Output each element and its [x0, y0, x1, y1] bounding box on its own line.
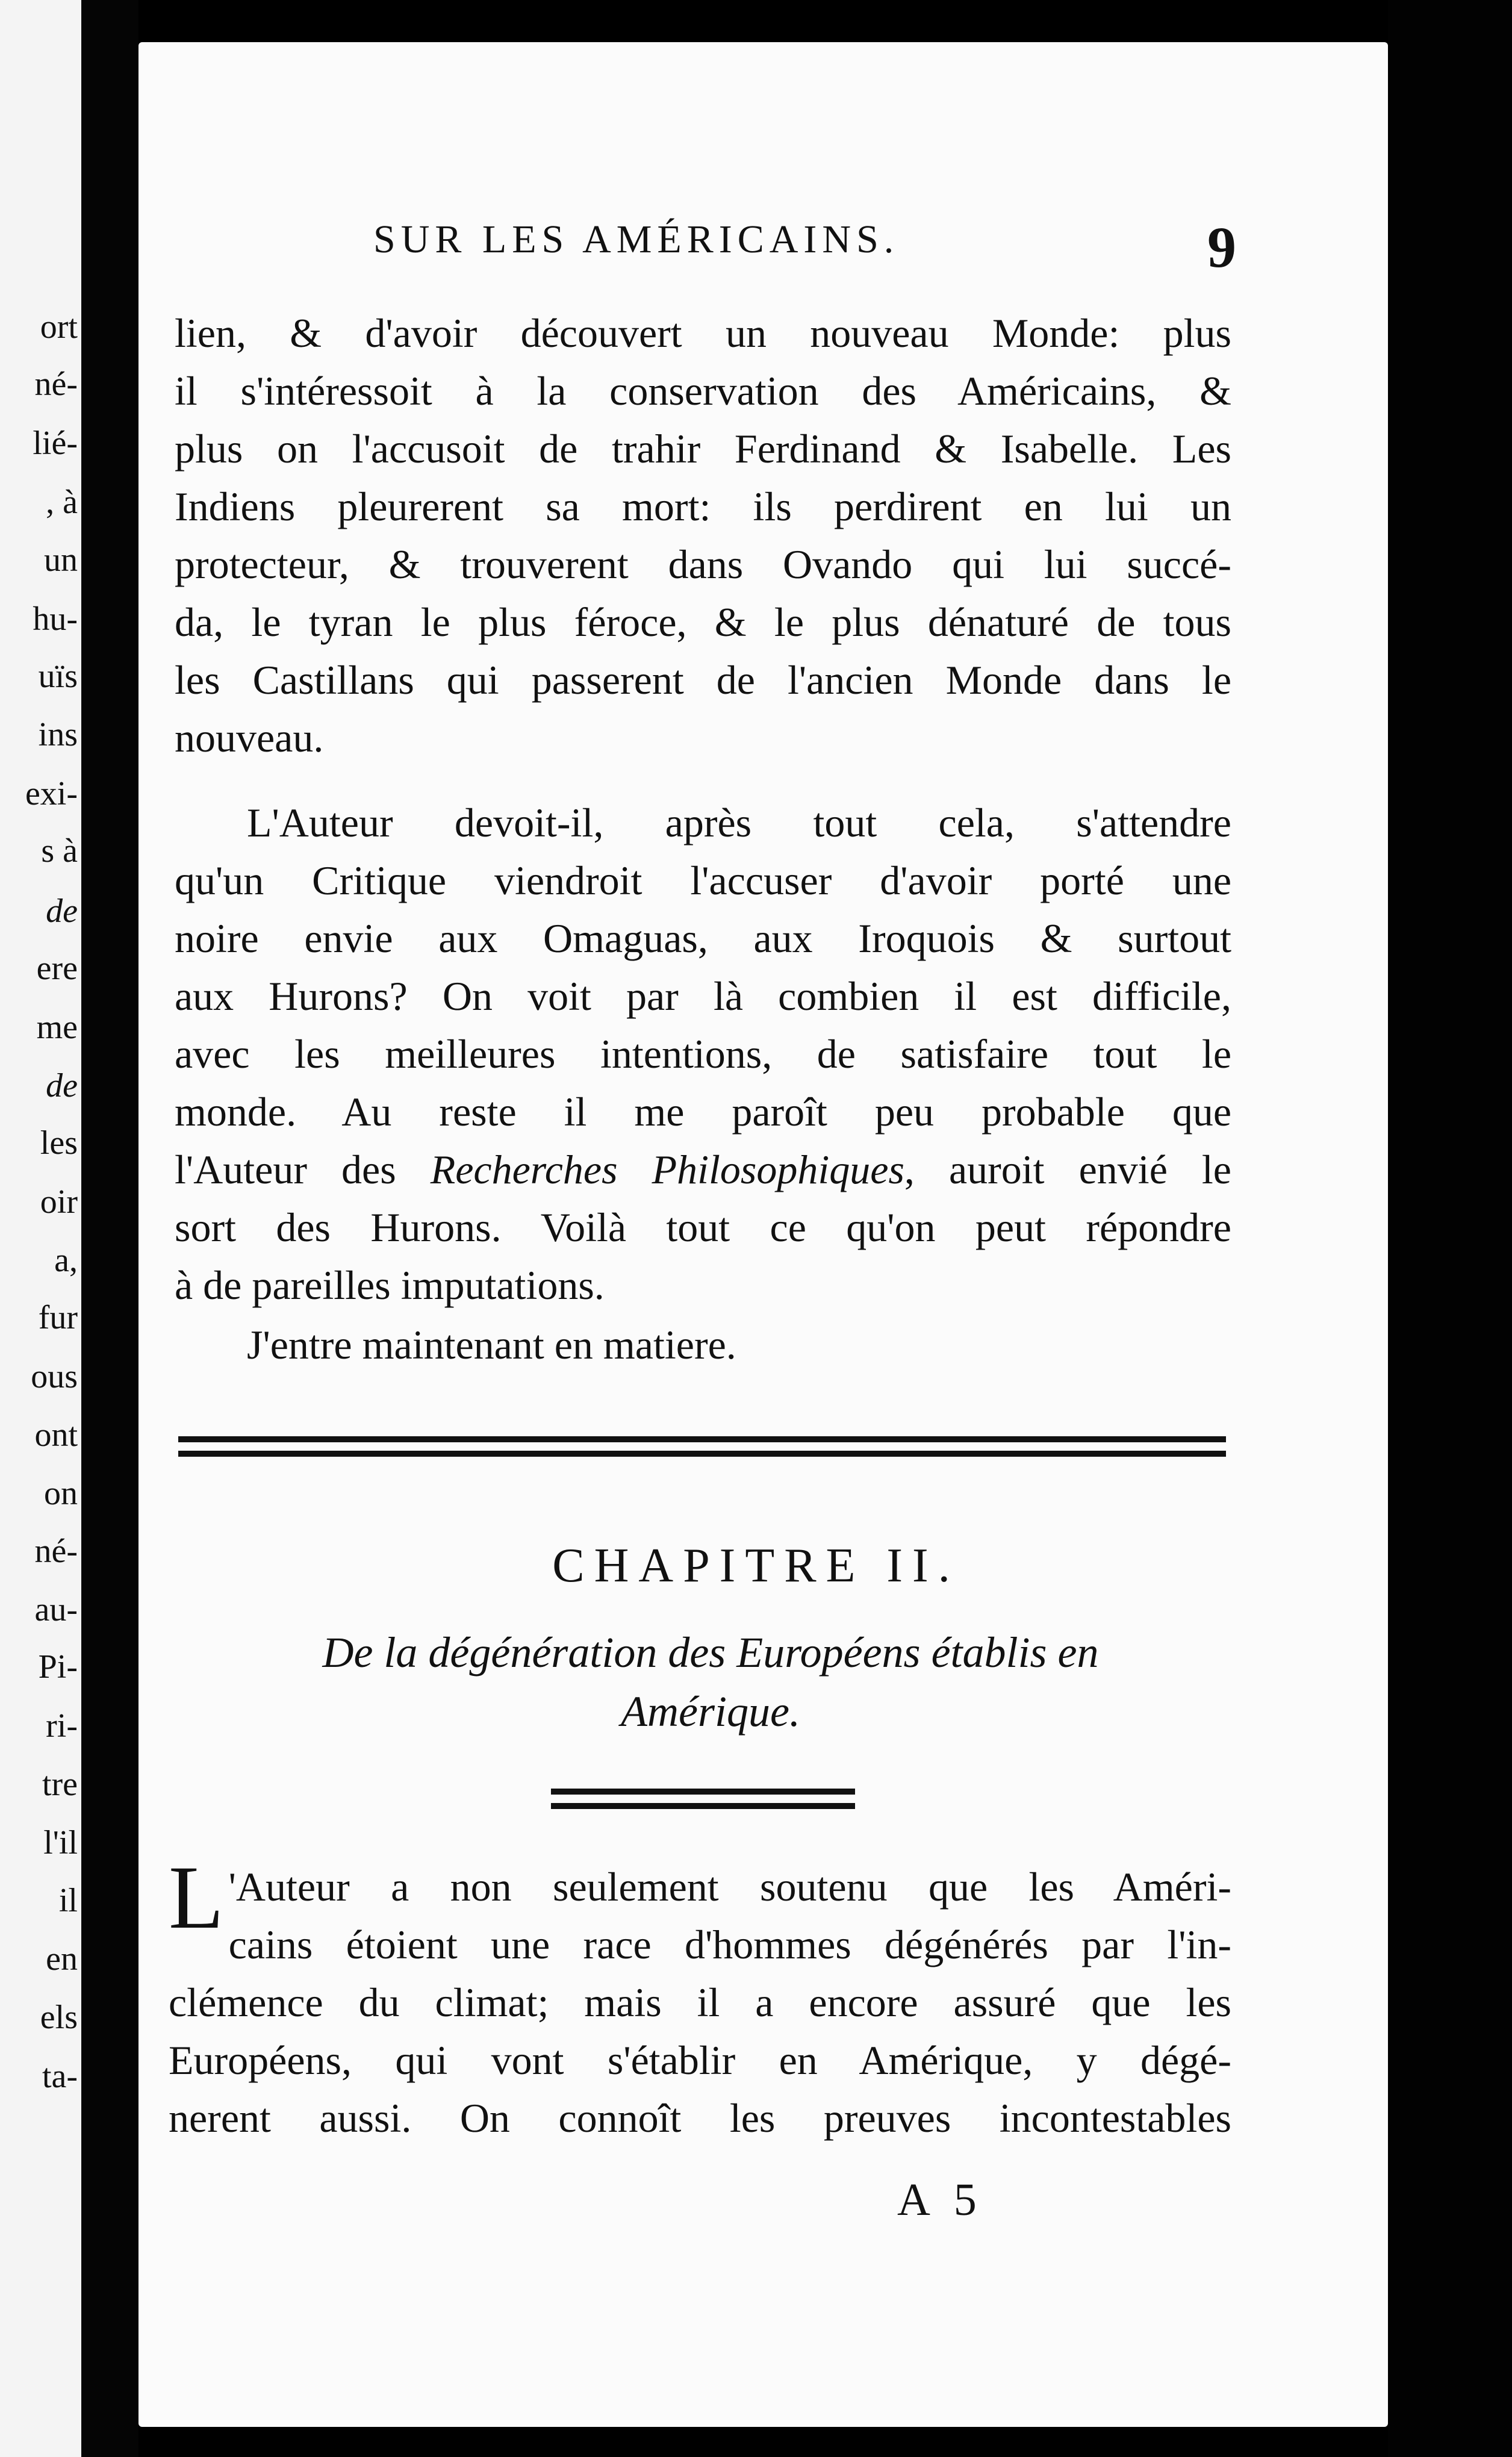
- chapter-heading: CHAPITRE II.: [552, 1539, 960, 1592]
- text-line: L'Auteur devoit-il, après tout cela, s'attendre: [247, 800, 1231, 845]
- text-line: J'entre maintenant en matiere.: [247, 1322, 736, 1368]
- title-rule: [551, 1789, 855, 1809]
- chapter-title: [199, 1623, 1222, 1741]
- text-line: nerent aussi. On connoît les preuves incontestables: [169, 2095, 1231, 2141]
- facing-page-strip: [0, 0, 81, 2457]
- book-gutter: [81, 0, 138, 2457]
- signature-mark: A 5: [897, 2175, 984, 2225]
- paragraph-1: [175, 304, 1231, 767]
- paragraph-2: [175, 794, 1231, 1314]
- facing-page-fragment: ous: [31, 1358, 78, 1395]
- text-line: noire envie aux Omaguas, aux Iroquois & surtout: [175, 915, 1231, 961]
- facing-page-fragment: ont: [34, 1416, 78, 1454]
- facing-page-fragment: oir: [40, 1183, 78, 1221]
- facing-page-fragment: ins: [38, 716, 78, 753]
- text-line: 'Auteur a non seulement soutenu que les Améri-: [228, 1864, 1231, 1910]
- facing-page-fragment: els: [40, 1999, 78, 2036]
- text-line: protecteur, & trouverent dans Ovando qui lui succé-: [175, 541, 1231, 587]
- running-head: SUR LES AMÉRICAINS.: [373, 217, 900, 261]
- text-line: monde. Au reste il me paroît peu probable que: [175, 1089, 1231, 1135]
- facing-page-fragment: ere: [36, 950, 78, 987]
- facing-page-fragment: s à: [41, 832, 78, 870]
- text-line: avec les meilleures intentions, de satisfaire tout le: [175, 1031, 1231, 1077]
- text-line: nouveau.: [175, 715, 324, 761]
- facing-page-fragment: les: [40, 1124, 78, 1162]
- facing-page-fragment: , à: [46, 484, 78, 521]
- facing-page-fragment: ta-: [42, 2058, 78, 2095]
- facing-page-fragment: fur: [38, 1299, 78, 1336]
- text-line: les Castillans qui passerent de l'ancien Monde dans le: [175, 657, 1231, 703]
- text-line: Indiens pleurerent sa mort: ils perdirent en lui un: [175, 484, 1231, 529]
- facing-page-fragment: lié-: [33, 425, 78, 462]
- facing-page-fragment: de: [46, 1067, 78, 1104]
- facing-page-fragment: Pi-: [38, 1648, 78, 1686]
- facing-page-fragment: né-: [34, 366, 78, 403]
- facing-page-fragment: ort: [40, 308, 78, 346]
- text-line: qu'un Critique viendroit l'accuser d'avoir porté une: [175, 858, 1231, 903]
- facing-page-fragment: hu-: [33, 600, 78, 638]
- facing-page-fragment: exi-: [25, 775, 78, 812]
- facing-page-fragment: de: [46, 892, 78, 930]
- chapter-title-line-2: Amérique.: [621, 1687, 800, 1736]
- facing-page-fragment: on: [44, 1475, 78, 1512]
- facing-page-fragment: l'il: [43, 1824, 78, 1861]
- page-edge-shadow: [1388, 0, 1512, 2457]
- text-line: à de pareilles imputations.: [175, 1262, 605, 1308]
- drop-cap: L: [169, 1848, 224, 1948]
- chapter-title-line-1: De la dégénération des Européens établis en: [322, 1628, 1099, 1677]
- paragraph-3: [175, 1316, 1231, 1374]
- text-line: lien, & d'avoir découvert un nouveau Monde: plus: [175, 310, 1231, 356]
- facing-page-fragment: me: [36, 1009, 78, 1046]
- page-number: 9: [1207, 215, 1236, 279]
- text-line: clémence du climat; mais il a encore assuré que les: [169, 1979, 1231, 2025]
- book-title-italic: Recherches Philosophiques: [430, 1147, 904, 1192]
- facing-page-fragment: au-: [34, 1591, 78, 1628]
- text-line: aux Hurons? On voit par là combien il est difficile,: [175, 973, 1231, 1019]
- section-rule: [178, 1436, 1226, 1457]
- facing-page-fragment: en: [46, 1940, 78, 1978]
- text-line: sort des Hurons. Voilà tout ce qu'on peut répondre: [175, 1204, 1231, 1250]
- text-line: l'Auteur des Recherches Philosophiques, auroit envié le: [175, 1147, 1231, 1192]
- facing-page-fragment: a,: [54, 1242, 78, 1279]
- text-line: il s'intéressoit à la conservation des Américains, &: [175, 368, 1231, 414]
- facing-page-fragment: un: [44, 541, 78, 579]
- paragraph-4: [169, 1848, 1231, 2147]
- text-line: plus on l'accusoit de trahir Ferdinand & Isabelle. Les: [175, 426, 1231, 472]
- text-line: cains étoient une race d'hommes dégénérés par l'in-: [228, 1922, 1231, 1967]
- facing-page-fragment: tre: [42, 1766, 78, 1803]
- text-line: da, le tyran le plus féroce, & le plus dénaturé de tous: [175, 599, 1231, 645]
- facing-page-fragment: ri-: [46, 1707, 78, 1745]
- facing-page-fragment: il: [58, 1882, 78, 1919]
- facing-page-fragment: né-: [34, 1533, 78, 1570]
- text-line: Européens, qui vont s'établir en Amérique, y dégé-: [169, 2037, 1231, 2083]
- facing-page-fragment: uïs: [38, 658, 78, 695]
